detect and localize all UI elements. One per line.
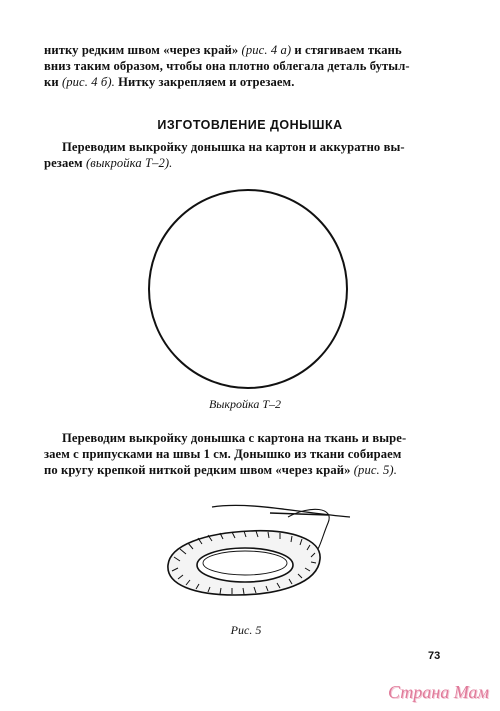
gathered-fabric-illustration xyxy=(150,495,365,620)
site-watermark: Страна Мам xyxy=(388,682,489,702)
fabric-line-3 xyxy=(44,462,462,478)
pattern-line-2-head: резаем xyxy=(44,156,83,170)
intro-line-1 xyxy=(44,42,462,58)
fabric-line-2: заем с припусками на швы 1 см. Донышко из ткани собираем xyxy=(44,447,402,461)
figure-5-caption: Рис. 5 xyxy=(230,623,262,637)
pattern-paragraph xyxy=(44,139,462,171)
intro-paragraph xyxy=(44,42,462,90)
intro-line-3 xyxy=(44,74,462,90)
fabric-line-1: Переводим выкройку донышка с картона на ткань и выре- xyxy=(62,431,407,445)
figure-1-caption: Выкройка Т–2 xyxy=(208,397,282,411)
section-heading: ИЗГОТОВЛЕНИЕ ДОНЫШКА xyxy=(157,118,343,132)
figure-5-reference: (рис. 5). xyxy=(353,463,397,477)
pattern-line-2 xyxy=(44,155,462,171)
figure-4a-reference: (рис. 4 а) xyxy=(241,43,292,57)
circle-pattern-figure xyxy=(140,187,360,393)
intro-line-3-head: ки xyxy=(44,75,59,89)
circle-pattern-outline xyxy=(149,190,347,388)
fabric-line-3-head: по кругу крепкой ниткой редким швом «через край» xyxy=(44,463,351,477)
fabric-paragraph xyxy=(44,430,462,478)
intro-line-1-tail: и стягиваем ткань xyxy=(294,43,402,57)
intro-line-1-text: нитку редким швом «через край» xyxy=(44,43,239,57)
pattern-t2-reference: (выкройка Т–2). xyxy=(85,156,173,170)
pattern-line-1: Переводим выкройку донышка на картон и аккуратно вы- xyxy=(62,140,405,154)
page-number: 73 xyxy=(428,650,441,662)
cardboard-disc xyxy=(197,548,293,582)
figure-4b-reference: (рис. 4 б). xyxy=(61,75,115,89)
intro-line-3-tail: Нитку закрепляем и отрезаем. xyxy=(118,75,295,89)
intro-line-2: вниз таким образом, чтобы она плотно облегала деталь бутыл- xyxy=(44,59,410,73)
